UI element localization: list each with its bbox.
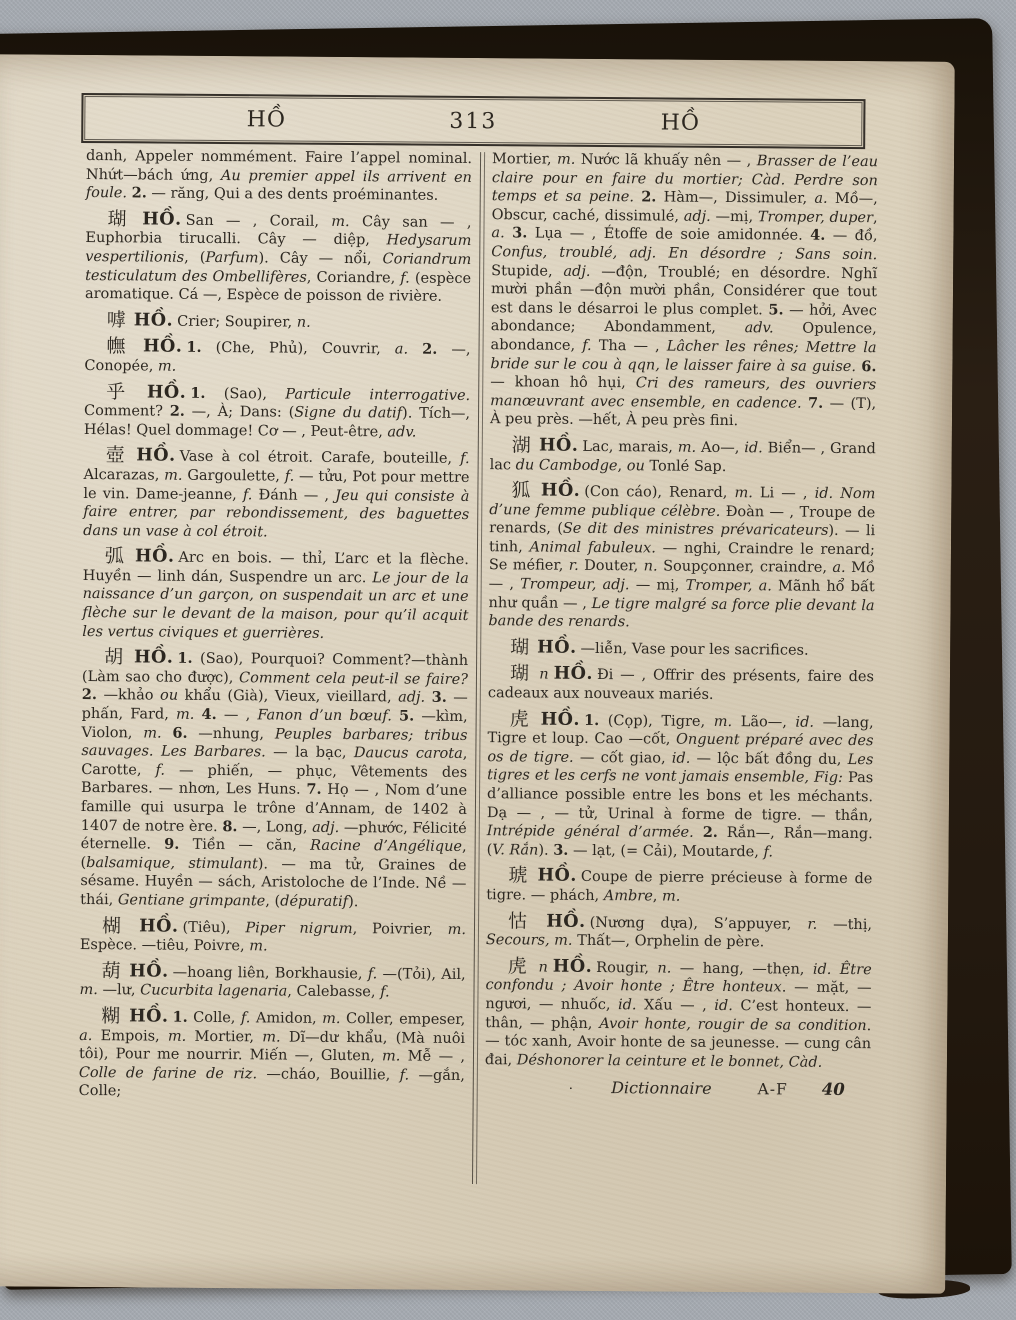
dictionary-entry [83,380,471,443]
footer-signature-number: 40 [821,1080,845,1100]
entry-headchar-cjk: 怙 [507,909,540,933]
entry-headword: HỒ. [537,865,577,887]
entry-body-text: Rougir, n. — hang, —thẹn, id. Être confondu ; Avoir honte ; Être honteux. — mặt, — ngươi, — nhuốc, id. Xấu — , id. C’est honteux. — thân, — phận, Avoir honte, rougir de sa condition. — tóc xanh, Avoir honte de sa jeunesse. — cung cân đai, Déshonorer la ceinture et le bonnet, Càd. [484,959,872,1071]
page-footer [485,1078,871,1102]
dictionary-entry [86,147,472,206]
entry-headchar-cjk: 瑚 [510,636,531,659]
entry-body-text: 1. Colle, f. Amidon, m. Coller, empeser, a. Empois, m. Mortier, m. Dĩ—dư khẩu, (Mà nuôi tôi), Pour me nourrir. Miến —, Gluten, m. Mễ — , Colle de farine de riz. —cháo, Bouillie, f. —gắn, Colle; [78,1008,466,1100]
dictionary-entry [83,446,470,543]
entry-headword: HỒ. [553,664,594,685]
entry-body-text: 1. (Che, Phủ), Couvrir, a. 2. —, Conopée, m. [84,339,471,375]
entry-body-text: Vase à col étroit. Carafe, bouteille, f. Alcarazas, m. Gargoulette, f. — tửu, Pot pour mettre le vin. Dame-jeanne, f. Đánh — , Jeu qui consiste à faire entrer, par rebondissement, des baguettes dans un vase à col étroit. [83,449,470,541]
dictionary-entry [79,914,467,958]
page-number: 313 [449,108,498,134]
entry-headword: HỒ. [540,480,581,501]
dictionary-entry [486,707,874,863]
dictionary-entry [80,648,468,912]
entry-headword: HỒ. [142,209,182,230]
entry-headchar-cjk: 琥 [508,864,531,887]
entry-headword: HỒ. [537,637,577,658]
right-column [485,150,879,1114]
entry-headchar-cjk: 瑚 [509,662,533,685]
entry-body-text: (Nương dựa), S’appuyer, r. —thị, Secours, m. Thất—, Orphelin de père. [485,914,873,951]
dictionary-entry [488,481,875,634]
dictionary-page [0,54,955,1294]
entry-body-text: —hoang liên, Borkhausie, f. —(Tỏi), Ail, m. —lư, Cucurbita lagenaria, Calebasse, f. [79,964,466,1001]
dictionary-entry [487,662,875,706]
text-columns [79,147,879,1114]
entry-headchar-cjk: 弧 [104,545,129,568]
entry-body-text: (Con cáo), Renard, m. Li — , id. Nom d’une femme publique célèbre. Đoàn — , Troupe de renards, (Se dit des ministres prévaricateurs). — li tinh, Animal fabuleux. — nghi, Craindre le renard; Se méfier, r. Douter, n. Soupçonner, craindre, a. Mồ — , Trompeur, adj. — mị, Tromper, a. Mãnh hổ bất như quần — , Le tigre malgré sa force plie devant la bande des renards. [488,483,876,631]
entry-variant-letter: n [538,959,548,976]
entry-body-text: Lac, marais, m. Ao—, id. Biển— , Grand lac du Cambodge, ou Tonlé Sap. [489,438,876,475]
dictionary-entry [490,150,878,432]
entry-headchar-cjk: 幠 [106,335,137,358]
entry-body-text: Mortier, m. Nước lã khuấy nên — , Brasser de l’eau claire pour en faire du mortier; Càd. Perdre son temps et sa peine. 2. Hàm—, Dissimuler, a. Mồ—, Obscur, caché, dissimulé, adj. —mị, Tromper, duper, a. 3. Lụa — , Étoffe de soie amidonnée. 4. — đồ, Confus, troublé, adj. En désordre ; Sans soin. Stupide, adj. —độn, Troublé; en désordre. Nghĩ mười phần —độn mười phần, Considérer que tout est dans le désarroi le plus complet. 5. — hởi, Avec abondance; Abondamment, adv. Opulence, abondance, f. Tha — , Lâcher les rênes; Mettre la bride sur le cou à qqn, le laisser faire à sa guise. 6. — khoan hô hụi, Cri des rameurs, des ouvriers manœuvrant avec ensemble, en cadence. 7. — (T), À peu près. —hết, À peu près fini. [489,151,879,430]
entry-headword: HỒ. [540,709,581,730]
entry-body-text: danh, Appeler nommément. Faire l’appel nominal. Nhứt—bách ứng, Au premier appel ils arrivent en foule. 2. — răng, Qui a des dents proéminantes. [85,147,473,204]
entry-headword: HỒ. [135,546,175,567]
entry-body-text: 1. (Sao), Pourquoi? Comment?—thành (Làm sao cho được), Comment cela peut-il se faire? 2. —khảo ou khẩu (Già), Vieux, vieillard, adj. 3. —phấn, Fard, m. 4. — , Fanon d’un bœuf. 5. —kìm, Violon, m. 6. —nhung, Peuples barbares; tribus sauvages. Les Barbares. — la bạc, Daucus carota, Carotte, f. — phiến, — phục, Vêtements des Barbares. — nhơn, Les Huns. 7. Họ — , Nom d’une famille qui usurpa le trône d’Annam, de 1402 à 1407 de notre ère. 8. —, Long, adj. —phước, Félicité éternelle. 9. Tiền — căn, Racine d’Angélique, (balsamique, stimulant). — ma tử, Graines de sésame. Huyền — sách, Aristoloche de l’Inde. Nề — thái, Gentiane grimpante, (dépuratif). [80,649,469,911]
entry-headword: HỒ. [133,647,174,668]
entry-variant-letter: n [539,666,549,684]
dictionary-entry [79,959,466,1003]
entry-headword: HỒ. [129,961,169,982]
dictionary-entry [485,957,872,1073]
dictionary-entry [85,308,471,334]
entry-headword: HỒ. [129,1006,169,1027]
entry-headword: HỒ. [142,336,183,358]
dictionary-entry [485,909,873,953]
dictionary-entry [488,638,874,661]
dictionary-entry [84,207,472,307]
entry-body-text: 1. (Sao), Particule interrogative. Comment? 2. —, À; Dans: (Signe du datif). Tích—, Hélas! Quel dommage! Cơ — , Peut-être, adv. [83,384,471,441]
left-column [79,147,473,1111]
entry-headchar-cjk: 楜 [101,914,133,937]
entry-headchar-cjk: 虎 [509,707,534,731]
entry-body-text: Arc en bois. — thỉ, L’arc et la flèche. Huyền — linh dán, Suspendre un arc. Le jour de la naissance d’un garçon, on suspendait un arc et une flèche sur le devant de la maison, pour qu’il acquit les vertus civiques et guerrières. [82,549,469,642]
entry-body-text: San — , Corail, m. Cây san — , Euphorbia tirucalli. Cây — diệp, Hedysarum vespertilionis, (Parfum). Cây — nổi, Coriandrum testiculatum des Ombellifères, Coriandre, f. (espèce aromatique. Cá —, Espèce de poisson de rivière. [84,212,472,305]
entry-headchar-cjk: 乎 [106,380,141,403]
dictionary-entry [490,436,876,477]
entry-headchar-cjk: 虎 [507,955,532,978]
running-head-box [81,93,865,149]
entry-headchar-cjk: 嘑 [106,308,127,332]
entry-headchar-cjk: 狐 [511,479,535,502]
entry-headword: HỒ. [552,956,593,977]
entry-headword: HỒ. [546,911,586,932]
entry-body-text: Coupe de pierre précieuse à forme de tigre. — phách, Ambre, m. [486,869,873,905]
dictionary-entry [486,864,873,908]
entry-headchar-cjk: 糊 [101,1005,123,1028]
entry-headword: HỒ. [136,445,176,467]
entry-headword: HỒ. [139,915,179,937]
entry-body-text: Đi — , Offrir des présents, faire des cadeaux aux nouveaux mariés. [487,667,875,703]
entry-headchar-cjk: 葫 [101,959,123,983]
entry-headword: HỒ. [538,435,579,456]
entry-body-text: Crier; Soupirer, n. [177,313,311,331]
running-head-left: HỒ [246,106,287,133]
footer-volume-label: A-F [757,1080,788,1099]
footer-dictionary-label: Dictionnaire [611,1078,712,1099]
entry-body-text: —liễn, Vase pour les sacrifices. [580,640,809,659]
entry-headchar-cjk: 瑚 [107,207,136,231]
entry-body-text: (Tiêu), Piper nigrum, Poivrier, m. Espèce. —tiêu, Poivre, m. [79,919,467,955]
entry-headchar-cjk: 壺 [105,444,130,467]
dictionary-entry [79,1007,466,1104]
entry-headword: HỒ. [133,310,174,331]
entry-body-text: 1. (Cọp), Tigre, m. Lão—, id. —lang, Tigre et loup. Cao —cốt, Onguent préparé avec des os de tigre. — cốt giao, id. — lộc bất đồng du, Les tigres et les cerfs ne vont jamais ensemble, Fig: Pas d’alliance possible entre les bons et les méchants. Dạ — , — tử, Urinal à forme de tigre. — thần, Intrépide général d’armée. 2. Rắn—, Rắn—mang. (V. Rắn). 3. — lạt, (= Cải), Moutarde, f. [486,711,874,861]
entry-headchar-cjk: 胡 [104,646,128,669]
ink-speck: · [568,1082,573,1098]
running-head-right: HỒ [660,109,701,136]
entry-headword: HỒ. [146,381,187,403]
dictionary-entry [82,547,469,644]
dictionary-entry [84,337,470,378]
entry-headchar-cjk: 湖 [511,434,533,457]
